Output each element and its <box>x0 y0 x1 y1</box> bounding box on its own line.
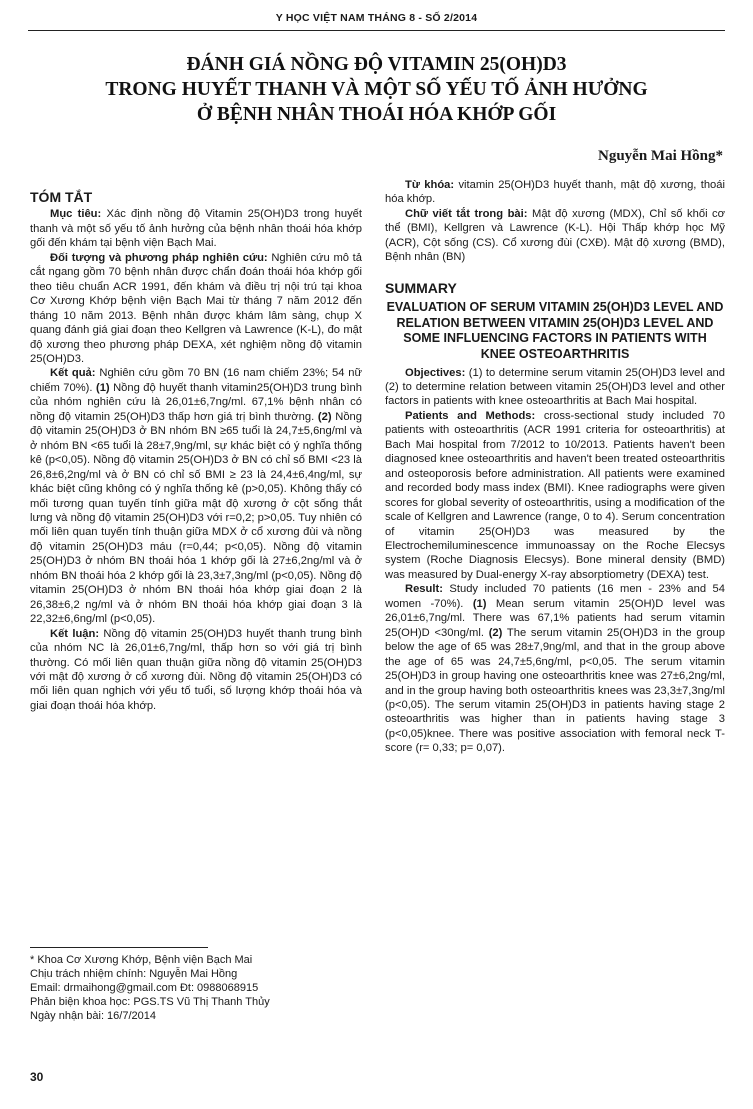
conclusion-text: Nồng độ vitamin 25(OH)D3 huyết thanh trung bình của nhóm NC là 26,01±6,7ng/ml, thấp hơn so với giá trị bình thường. Có mối liên quan thuận giữa nồng độ vitamin 25(OH)D3 với mật độ xương ở cổ xương đùi. Nồng độ vitamin 25(OH)D3 có mối liên quan nghịch với yếu tố tuổi, số lượng khớp thoái hóa và giai đoạn thoái hóa khớp. <box>30 627 363 712</box>
results-text-3: Nồng độ vitamin 25(OH)D3 ở BN nhóm BN ≥65 tuổi là 24,7±5,6ng/ml và ở nhóm BN <65 tuổi là 28±7,9ng/ml, sự khác biệt có ý nghĩa thống kê (p<0,05). Nồng độ vitamin 25(OH)D3 ở BN có chỉ số BMI <23 là 26,8±6,2ng/ml và ở BN có chỉ số BMI ≥ 23 là 24,4±6,4ng/ml, sự khác biệt cũng không có ý nghĩa thống kê (p>0,05). Không thấy có mối tương quan tuyến tính giữa mật độ xương ở cột sống thắt lưng và nồng độ vitamin 25(OH)D3 với r=0,2; p>0,05. Tuy nhiên có mối liên quan tuyến tính thuận giữa MDX ở cổ xương đùi và nồng độ vitamin 25(OH)D3 máu (r=0,44; p<0,05). Nồng độ vitamin 25(OH)D3 ở nhóm BN thoái hóa 1 khớp gối là 27±6,2ng/ml và ở nhóm BN thoái hóa 2 khớp gối là 23,3±7,3ng/ml (p<0,05). Nồng độ vitamin 25(OH)D3 ở nhóm BN thoái hóa khớp giai đoạn 2 là 26,38±6,2 ng/ml và ở nhóm BN thoái hóa khớp giai đoạn 3 là 22,32±6,6ng/ml (p<0,05). <box>30 410 362 626</box>
summary-heading: SUMMARY <box>385 279 457 296</box>
left-column <box>30 178 362 713</box>
methods-label: Đối tượng và phương pháp nghiên cứu: <box>50 251 268 264</box>
contact-info: Email: drmaihong@gmail.com Đt: 0988068915 <box>30 982 259 994</box>
author-name: Nguyễn Mai Hồng* <box>597 148 723 164</box>
summary-title: EVALUATION OF SERUM VITAMIN 25(OH)D3 LEVEL AND RELATION BETWEEN VITAMIN 25(OH)D3 LEVEL AND SOME INFLUENCING FACTORS IN PATIENTS WITH KNEE OSTEOARTHRITIS <box>386 300 724 361</box>
page-number: 30 <box>30 1070 44 1084</box>
methods-paragraph <box>30 251 362 367</box>
methods-text: Nghiên cứu mô tả cắt ngang gồm 70 bệnh nhân được chẩn đoán thoái hóa khớp gối theo tiêu chuẩn ACR 1991, đến khám và điều trị nội trú tại khoa Cơ Xương Khớp bệnh viện Bạch Mai từ tháng 7 năm 2012 đến tháng 10 năm 2013. Bệnh nhân được khám lâm sàng, chụp X quang đánh giá giai đoạn theo Kellgren và Lawrence (K-L), đo mật độ xương theo phương pháp DEXA, xét nghiệm nồng độ vitamin 25(OH)D3. <box>30 251 362 365</box>
footnote-rule <box>30 947 208 948</box>
patients-methods-label: Patients and Methods: <box>405 409 536 422</box>
results-text-1: Nghiên cứu gồm 70 BN (16 nam chiếm 23%; 54 nữ chiếm 70%). <box>30 367 362 394</box>
keywords-paragraph <box>385 178 725 207</box>
result-text-1: Study included 70 patients (16 men - 23% and 54 women -70%). <box>385 583 725 610</box>
result-text-2: Mean serum vitamin 25(OH)D level was 26,01±6,7ng/ml. There was 67,1% patients had serum vitamin 25(OH)D <30ng/ml. <box>385 597 726 639</box>
keywords-text: vitamin 25(OH)D3 huyết thanh, mật độ xương, thoái hóa khớp. <box>385 179 725 206</box>
results-marker-2: (2) <box>317 410 332 423</box>
objective-text: Xác định nồng độ Vitamin 25(OH)D3 trong huyết thanh và một số yếu tố ảnh hưởng của bệnh nhân thoái hóa khớp gối đến khám tại bệnh viện Bạch Mai. <box>30 208 362 250</box>
objective-label: Mục tiêu: <box>50 208 102 221</box>
results-label: Kết quả: <box>50 367 96 380</box>
journal-name: Y HỌC VIỆT NAM THÁNG 8 - SỐ 2/2014 <box>275 12 478 24</box>
results-paragraph <box>30 366 362 626</box>
result-marker-2: (2) <box>488 626 503 639</box>
conclusion-label: Kết luận: <box>50 627 100 640</box>
abbreviations-text: Mật độ xương (MDX), Chỉ số khối cơ thể (BMI), Kellgren và Lawrence (K-L). Hội Thấp khớp học Mỹ (ACR), Cột sống (CS). Cổ xương đùi (CXĐ). Mật độ xương (BMD), Bệnh nhân (BN) <box>385 207 725 264</box>
abbreviations-label: Chữ viết tắt trong bài: <box>405 207 528 220</box>
result-label: Result: <box>405 583 443 596</box>
results-text-2: Nồng độ huyết thanh vitamin25(OH)D3 trung bình của nhóm nghiên cứu là 26,01±6,7ng/ml. 67,1% bệnh nhân có nồng độ vitamin 25(OH)D3 thấp hơn giá trị bình thường. <box>30 381 362 423</box>
objectives-text: (1) to determine serum vitamin 25(OH)D3 level and (2) to determine relation between vitamin 25(OH)D3 level and other factors in patients with knee osteoarthritis at Bach Mai hospital. <box>385 366 725 408</box>
abbreviations-paragraph <box>385 207 725 265</box>
patients-methods-text: cross-sectional study included 70 patients with osteoarthritis (ACR 1991 criteria for osteoarthritis) at Bach Mai hospital from 7/2012 to 10/2013. Patients haven't been diagnosed knee osteoarthritis and haven't been treated osteoarthritis and osteoporosis before administration. All patients were examined and recorded body mass index (BMI). Knee radiographs were given scores for global severity of osteoarthritis, using a modification of the scale of Kellgren and Lawrence (range, 0 to 4). Serum concentration of vitamin 25(OH)D3 was measured by the Electrochemiluminescence immunoassay on the Roche Elecsys system (Roche Diagnosis Elecsys). Bone mineral density (BMD) was measured by Dual-energy X-ray absorptiometry (DEXA) test. <box>385 409 725 581</box>
reviewer: Phản biện khoa học: PGS.TS Vũ Thị Thanh Thủy <box>30 996 270 1008</box>
article-title <box>40 52 713 127</box>
conclusion-paragraph <box>30 627 362 714</box>
result-text-3: The serum vitamin 25(OH)D3 in the group below the age of 65 was 28±7,9ng/ml, and that in the group above the age of 65 was 24,7±5,6ng/ml, p<0,05. The serum vitamin 25(OH)D3 in group having one osteoarthritis knee was 27±6,2ng/ml, and in the group having both osteoarthritis knees was 23,3±7,3ng/ml (p<0,05). The serum vitamin 25(OH)D3 in patients having stage 2 osteoarthritis was higher than in patients having stage 3 (p<0,05)knee. There was positive association with femoral neck T-score (r= 0,33; p= 0,07). <box>385 626 726 755</box>
objectives-paragraph <box>385 366 725 409</box>
received-date: Ngày nhận bài: 16/7/2014 <box>30 1010 156 1022</box>
running-header <box>28 6 725 31</box>
result-paragraph <box>385 582 725 755</box>
responsible-author: Chịu trách nhiệm chính: Nguyễn Mai Hồng <box>30 968 238 980</box>
keywords-label: Từ khóa: <box>405 179 455 191</box>
patients-methods-paragraph <box>385 409 725 582</box>
title-line-2: TRONG HUYẾT THANH VÀ MỘT SỐ YẾU TỐ ẢNH HƯỞNG <box>105 79 648 100</box>
objective-paragraph <box>30 207 362 250</box>
results-marker-1: (1) <box>95 381 110 394</box>
result-marker-1: (1) <box>472 597 487 610</box>
objectives-label: Objectives: <box>405 366 466 379</box>
title-line-3: Ở BỆNH NHÂN THOÁI HÓA KHỚP GỐI <box>196 104 557 125</box>
title-line-1: ĐÁNH GIÁ NỒNG ĐỘ VITAMIN 25(OH)D3 <box>186 54 567 75</box>
footnote <box>30 947 330 1023</box>
abstract-heading: TÓM TẮT <box>30 189 93 205</box>
affiliation: * Khoa Cơ Xương Khớp, Bệnh viện Bạch Mai <box>30 954 253 966</box>
right-column <box>385 178 725 756</box>
